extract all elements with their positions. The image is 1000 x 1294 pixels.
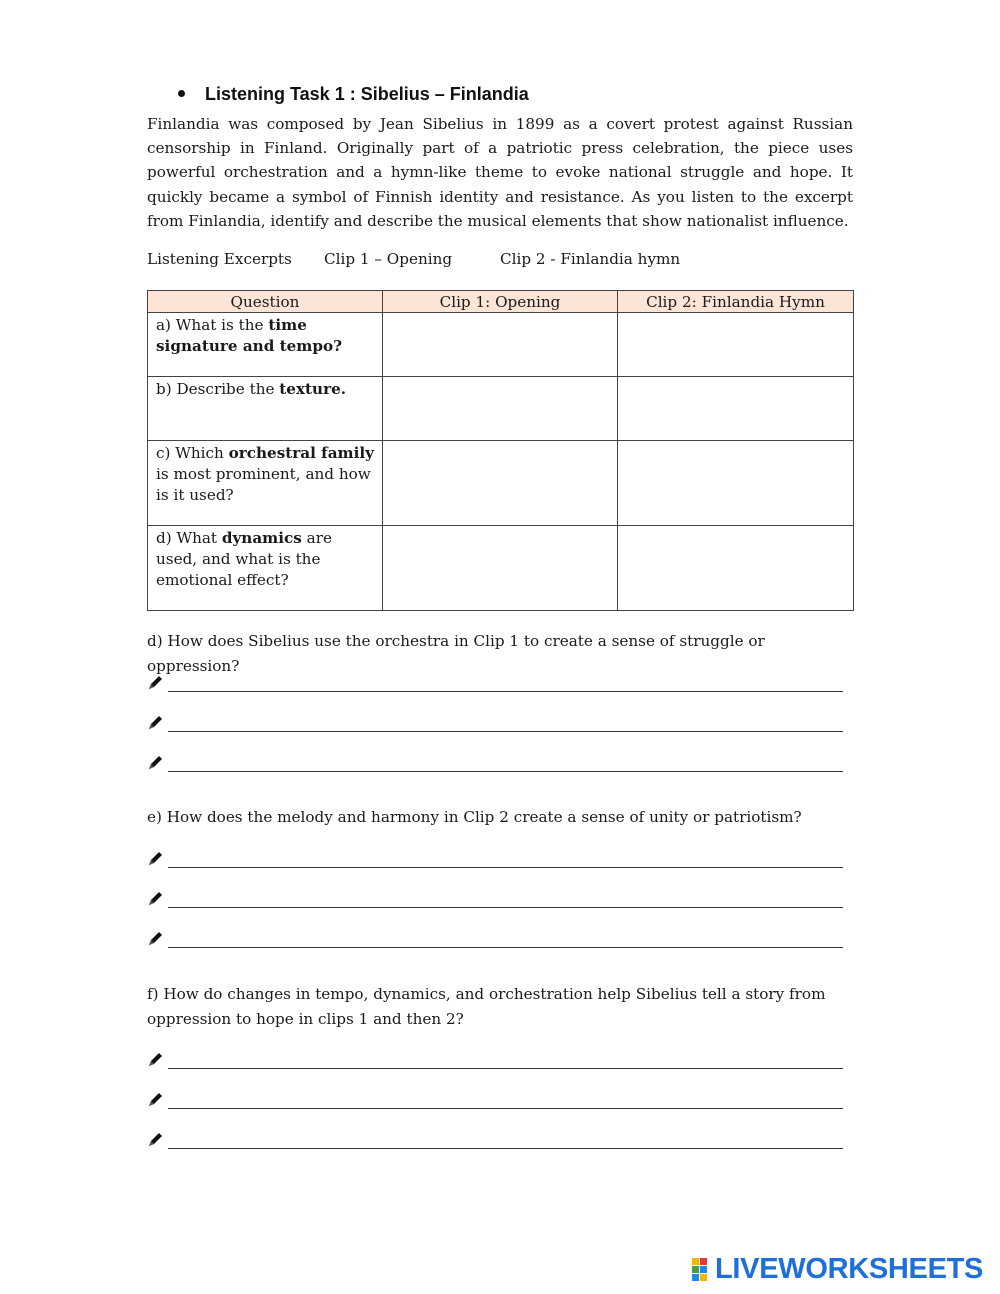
pencil-icon bbox=[147, 1132, 165, 1148]
answer-cell-c-clip1[interactable] bbox=[383, 441, 618, 526]
answer-rule bbox=[168, 1108, 843, 1109]
answer-cell-d-clip2[interactable] bbox=[618, 526, 854, 611]
answer-rule bbox=[168, 907, 843, 908]
logo-blocks-icon bbox=[692, 1258, 716, 1282]
question-f: f) How do changes in tempo, dynamics, and orchestration help Sibelius tell a story from oppression to hope in clips 1 and then 2? bbox=[147, 985, 826, 1028]
header-clip2: Clip 2: Finlandia Hymn bbox=[618, 291, 854, 313]
table-row bbox=[148, 377, 854, 441]
answer-cell-b-clip1[interactable] bbox=[383, 377, 618, 441]
answer-line[interactable] bbox=[147, 1090, 843, 1110]
table-row bbox=[148, 313, 854, 377]
listening-table bbox=[147, 290, 854, 611]
pencil-icon bbox=[147, 891, 165, 907]
answer-rule bbox=[168, 731, 843, 732]
pencil-icon bbox=[147, 675, 165, 691]
pencil-icon bbox=[147, 851, 165, 867]
header-question: Question bbox=[148, 291, 383, 313]
logo-wordmark: LIVEWORKSHEETS bbox=[715, 1253, 984, 1285]
answer-rule bbox=[168, 947, 843, 948]
answer-cell-a-clip2[interactable] bbox=[618, 313, 854, 377]
question-e: e) How does the melody and harmony in Clip 2 create a sense of unity or patriotism? bbox=[147, 808, 802, 826]
answer-cell-a-clip1[interactable] bbox=[383, 313, 618, 377]
answer-cell-b-clip2[interactable] bbox=[618, 377, 854, 441]
answer-cell-d-clip1[interactable] bbox=[383, 526, 618, 611]
pencil-icon bbox=[147, 755, 165, 771]
answer-rule bbox=[168, 771, 843, 772]
pencil-icon bbox=[147, 1052, 165, 1068]
answer-line[interactable] bbox=[147, 929, 843, 949]
answer-line[interactable] bbox=[147, 753, 843, 773]
answer-line[interactable] bbox=[147, 1050, 843, 1070]
question-d: d) How does Sibelius use the orchestra in Clip 1 to create a sense of struggle or oppression? bbox=[147, 632, 765, 675]
answer-rule bbox=[168, 867, 843, 868]
answer-cell-c-clip2[interactable] bbox=[618, 441, 854, 526]
listening-excerpts bbox=[147, 250, 680, 268]
task-heading bbox=[178, 84, 529, 105]
question-cell-b: b) Describe the texture. bbox=[148, 377, 383, 441]
intro-paragraph: Finlandia was composed by Jean Sibelius in 1899 as a covert protest against Russian censorship in Finland. Originally part of a patriotic press celebration, the piece uses powerful orchestration and a hymn-like theme to evoke national struggle and hope. It quickly became a symbol of Finnish identity and resistance. As you listen to the excerpt from Finlandia, identify and describe the musical elements that show nationalist influence. bbox=[147, 115, 853, 230]
answer-rule bbox=[168, 691, 843, 692]
pencil-icon bbox=[147, 931, 165, 947]
answer-line[interactable] bbox=[147, 849, 843, 869]
pencil-icon bbox=[147, 1092, 165, 1108]
answer-line[interactable] bbox=[147, 1130, 843, 1150]
answer-rule bbox=[168, 1148, 843, 1149]
task-title: Listening Task 1 : Sibelius – Finlandia bbox=[205, 84, 529, 104]
question-cell-d: d) What dynamics are used, and what is the emotional effect? bbox=[148, 526, 383, 611]
bullet-icon bbox=[178, 90, 185, 97]
clip1-link[interactable]: Clip 1 – Opening bbox=[324, 250, 453, 268]
pencil-icon bbox=[147, 715, 165, 731]
header-clip1: Clip 1: Opening bbox=[383, 291, 618, 313]
answer-line[interactable] bbox=[147, 889, 843, 909]
clip2-link[interactable]: Clip 2 - Finlandia hymn bbox=[500, 250, 681, 268]
excerpts-label: Listening Excerpts bbox=[147, 250, 292, 268]
answer-line[interactable] bbox=[147, 713, 843, 733]
answer-rule bbox=[168, 1068, 843, 1069]
answer-line[interactable] bbox=[147, 673, 843, 693]
table-row bbox=[148, 441, 854, 526]
table-row bbox=[148, 526, 854, 611]
question-cell-a: a) What is the time signature and tempo? bbox=[148, 313, 383, 377]
question-cell-c: c) Which orchestral family is most prominent, and how is it used? bbox=[148, 441, 383, 526]
table-header-row bbox=[148, 291, 854, 313]
